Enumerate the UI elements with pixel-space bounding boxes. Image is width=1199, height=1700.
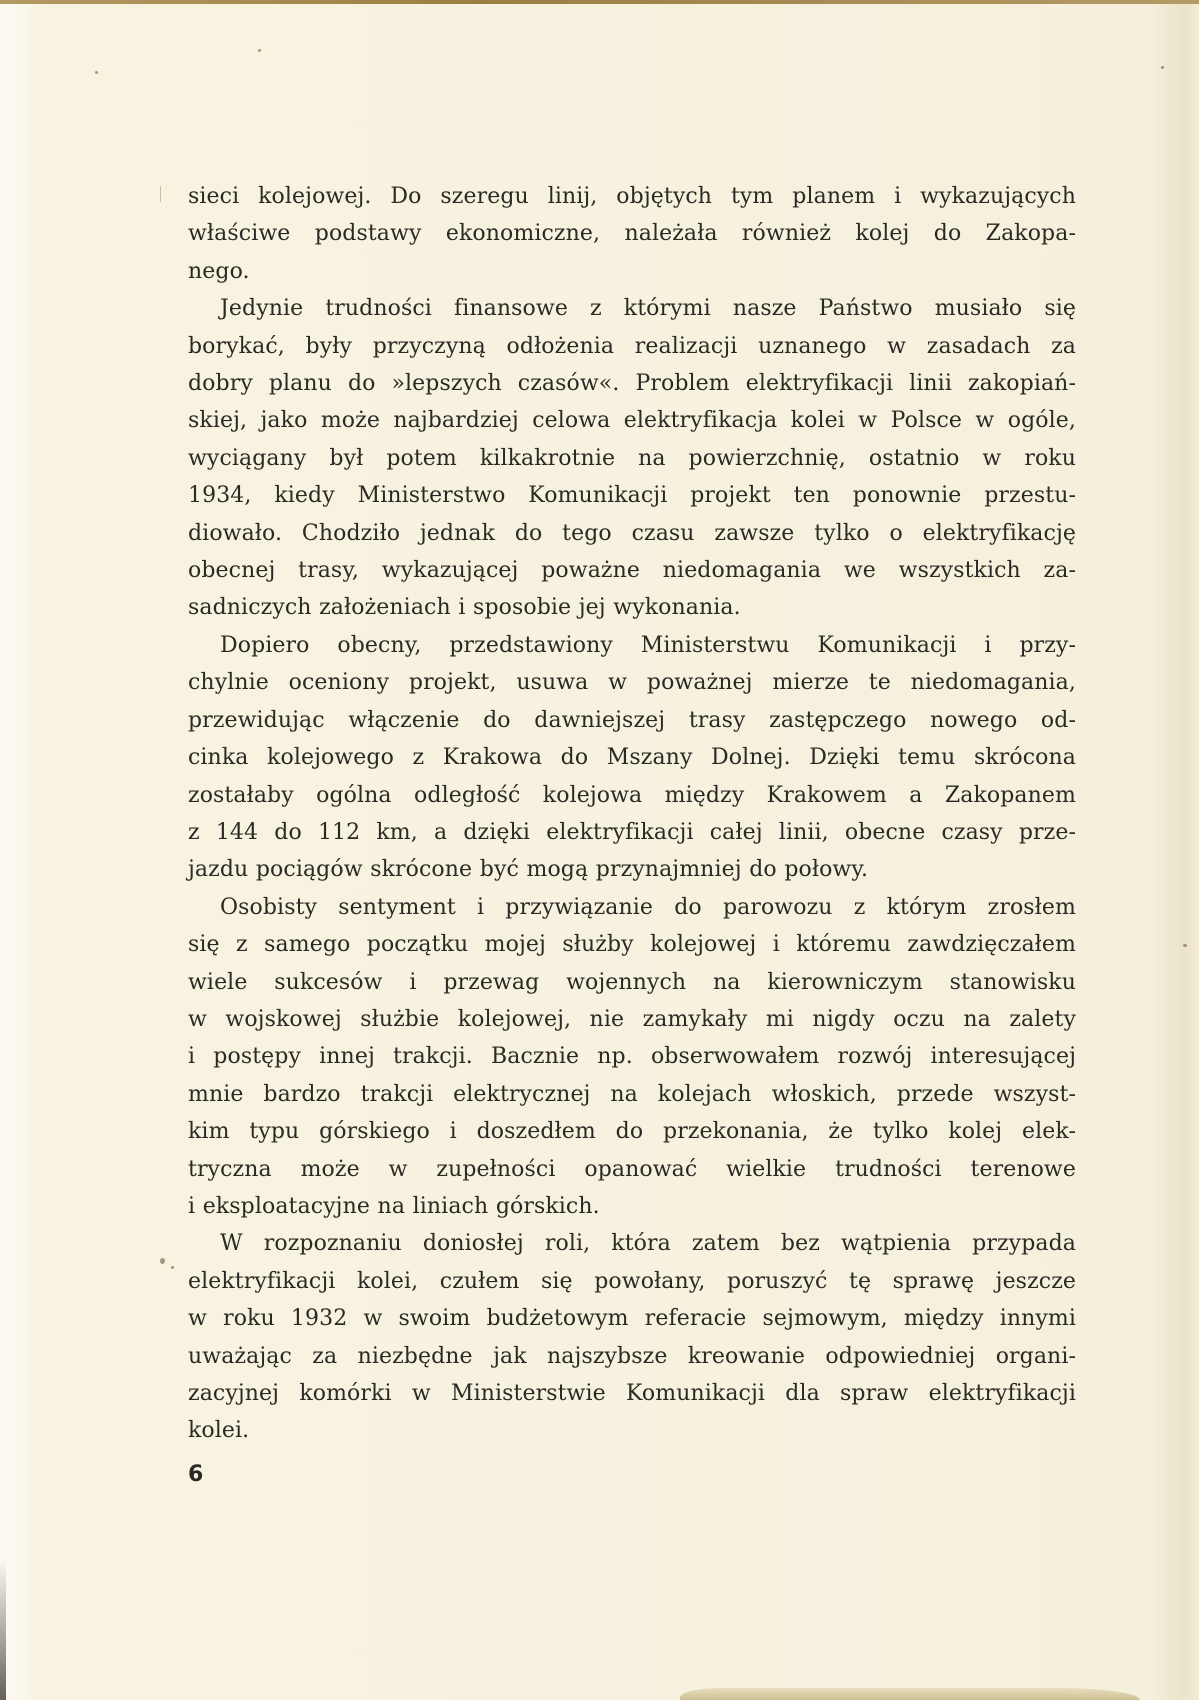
text-line: i postępy innej trakcji. Bacznie np. obserwowałem rozwój interesującej [188,1044,1076,1070]
text-line: i eksploatacyjne na liniach górskich. [188,1193,600,1219]
page-top-edge [0,0,1199,4]
text-line: W rozpoznaniu doniosłej roli, która zatem bez wątpienia przypada [220,1231,1076,1257]
text-line: cinka kolejowego z Krakowa do Mszany Dolnej. Dzięki temu skrócona [188,745,1076,771]
body-text [188,178,1076,1450]
text-line: Osobisty sentyment i przywiązanie do parowozu z którym zrosłem [220,894,1076,920]
text-line: zacyjnej komórki w Ministerstwie Komunikacji dla spraw elektryfikacji [188,1381,1076,1406]
paragraph [188,889,1076,1226]
paper-speck [1183,944,1187,947]
paragraph [188,290,1076,627]
paper-speck [171,1266,174,1269]
text-line: diowało. Chodziło jednak do tego czasu zawsze tylko o elektryfikację [188,520,1076,546]
text-line: wyciągany był potem kilkakrotnie na powierzchnię, ostatnio w roku [188,445,1076,471]
text-line: dobry planu do »lepszych czasów«. Problem elektryfikacji linii zakopiań- [188,371,1076,397]
text-line: tryczna może w zupełności opanować wielkie trudności terenowe [188,1156,1076,1182]
text-line: zostałaby ogólna odległość kolejowa między Krakowem a Zakopanem [188,782,1076,808]
text-line: w roku 1932 w swoim budżetowym referacie sejmowym, między innymi [188,1306,1076,1332]
text-line: mnie bardzo trakcji elektrycznej na kolejach włoskich, przede wszyst- [188,1081,1076,1107]
text-line: chylnie oceniony projekt, usuwa w poważnej mierze te niedomagania, [188,670,1076,696]
paper-speck [258,49,261,52]
text-line: właściwe podstawy ekonomiczne, należała również kolej do Zakopa- [188,221,1076,247]
text-line: Dopiero obecny, przedstawiony Ministerstwu Komunikacji i przy- [220,632,1076,658]
text-line: w wojskowej służbie kolejowej, nie zamykały mi nigdy oczu na zalety [188,1006,1076,1032]
page-left-shadow [0,1560,6,1700]
text-line: obecnej trasy, wykazującej poważne niedomagania we wszystkich za- [188,558,1076,584]
text-line: borykać, były przyczyną odłożenia realizacji uznanego w zasadach za [188,333,1076,359]
text-line: sieci kolejowej. Do szeregu linij, objętych tym planem i wykazujących [188,184,1076,209]
text-line: się z samego początku mojej służby kolejowej i któremu zawdzięczałem [188,932,1076,958]
text-line: wiele sukcesów i przewag wojennych na kierowniczym stanowisku [188,969,1076,995]
paper-speck [1161,66,1164,69]
text-line: kolei. [188,1418,250,1444]
text-line: elektryfikacji kolei, czułem się powołany, poruszyć tę sprawę jeszcze [188,1268,1076,1294]
paragraph [188,1225,1076,1449]
text-line: nego. [188,258,250,284]
paragraph [188,627,1076,889]
text-line: Jedynie trudności finansowe z którymi nasze Państwo musiało się [220,296,1076,322]
page-bottom-edge [680,1688,1140,1700]
text-line: przewidując włączenie do dawniejszej trasy zastępczego nowego od- [188,707,1076,733]
text-line: sadniczych założeniach i sposobie jej wykonania. [188,595,741,621]
text-line: 1934, kiedy Ministerstwo Komunikacji projekt ten ponownie przestu- [188,483,1076,509]
margin-mark [160,186,161,202]
page-number: 6 [188,1462,204,1487]
paper-speck [160,1258,165,1264]
paper-speck [95,71,98,74]
paragraph [188,178,1076,290]
text-line: z 144 do 112 km, a dzięki elektryfikacji całej linii, obecne czasy prze- [188,819,1076,845]
text-line: kim typu górskiego i doszedłem do przekonania, że tylko kolej elek- [188,1119,1076,1145]
text-line: skiej, jako może najbardziej celowa elektryfikacja kolei w Polsce w ogóle, [188,408,1076,434]
text-line: jazdu pociągów skrócone być mogą przynajmniej do połowy. [188,857,869,883]
text-line: uważając za niezbędne jak najszybsze kreowanie odpowiedniej organi- [188,1343,1076,1369]
